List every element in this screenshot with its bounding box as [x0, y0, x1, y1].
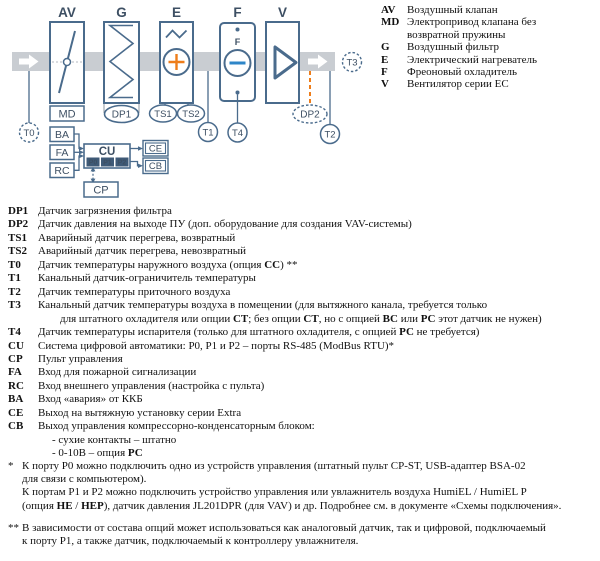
ts1-label: TS1 [154, 109, 172, 120]
abbrev-text [38, 299, 596, 326]
ccu-alarm-input-box [50, 127, 74, 142]
bold-option-code: РС [420, 312, 436, 325]
abbrev-line [38, 245, 596, 258]
legend-text: Электрический нагреватель [407, 53, 537, 66]
rc-label: RC [54, 165, 70, 177]
text-segment: К порту Р0 можно подключить одно из устройств управления (штатный пульт CP-ST, USB-адаптер BSA-02 [22, 460, 526, 472]
bold-option-code: СТ [303, 312, 319, 325]
text-segment: для связи с компьютером). [22, 473, 147, 486]
abbrev-key: T2 [8, 285, 21, 298]
component-legend [381, 4, 581, 91]
text-segment: ) ** [280, 258, 298, 271]
legend-row [381, 66, 581, 78]
abbrev-line [38, 420, 596, 433]
abbrev-key: T0 [8, 258, 21, 271]
bold-option-code: СТ [232, 312, 249, 325]
overheat-sensor-nonresettable [178, 105, 205, 122]
footnote-lines [22, 460, 596, 513]
footnotes [8, 460, 596, 548]
control-panel-box [84, 182, 118, 197]
abbrev-row [8, 420, 596, 460]
text-segment: Вход для пожарной сигнализации [38, 366, 197, 379]
bold-option-code: СС [264, 258, 281, 271]
abbrev-text [38, 232, 596, 245]
abbrev-line [38, 407, 596, 420]
legend-key: E [381, 53, 389, 66]
legend-text: Фреоновый охладитель [407, 66, 517, 79]
text-segment: Пульт управления [38, 352, 123, 365]
text-segment: - 0-10В – опция [52, 447, 128, 460]
abbrev-line [38, 393, 596, 406]
abbrev-line [38, 299, 596, 312]
abbrev-key: CP [8, 352, 23, 365]
text-segment: К портам Р1 и Р2 можно подключить устройство управления или увлажнитель воздуха HumiEL / HumiEL P [22, 486, 527, 499]
bold-option-code: РС [127, 447, 143, 460]
bold-option-code: НЕР [81, 499, 104, 512]
abbrev-text [38, 259, 596, 272]
p1-label: P1 [103, 159, 112, 167]
abbrev-key: CE [8, 406, 24, 419]
abbrev-row [8, 205, 596, 218]
fan-label: V [277, 5, 288, 20]
extract-unit-output-box [143, 141, 168, 157]
t3-label: T3 [346, 57, 358, 69]
footnote-marker: * [8, 460, 14, 472]
actuator-label: MD [58, 108, 76, 121]
footnote-line [22, 500, 596, 513]
legend-row [381, 54, 581, 66]
abbrev-line [38, 286, 596, 299]
t1-label: T1 [202, 127, 214, 139]
legend-key: F [381, 66, 388, 79]
t0-label: T0 [23, 128, 35, 139]
text-segment: для штатного охладителя или опции [60, 312, 233, 325]
legend-text: Воздушный клапан [407, 4, 498, 16]
outdoor-temp-sensor [20, 123, 39, 142]
cooler-inner-label: F [234, 37, 241, 47]
text-segment: , но с опцией [318, 312, 383, 325]
filter-label: G [116, 5, 127, 20]
abbrev-row [8, 353, 596, 366]
abbreviation-list [8, 205, 596, 461]
abbrev-row [8, 286, 596, 299]
abbrev-line [38, 366, 596, 379]
legend-key: MD [381, 16, 400, 29]
legend-key: V [381, 78, 389, 91]
abbrev-row [8, 232, 596, 245]
abbrev-row [8, 299, 596, 326]
abbrev-key: DP1 [8, 205, 29, 217]
abbrev-text [38, 420, 596, 460]
abbrev-line [38, 434, 596, 447]
abbrev-row [8, 272, 596, 285]
abbrev-row [8, 245, 596, 258]
abbrev-row [8, 326, 596, 339]
abbrev-key: CU [8, 339, 24, 352]
text-segment: или [397, 312, 421, 325]
text-segment: Аварийный датчик перегрева, возвратный [38, 231, 236, 244]
text-segment: Датчик температуры наружного воздуха (опция [38, 258, 265, 271]
bold-option-code: ВС [382, 312, 398, 325]
abbrev-row [8, 380, 596, 393]
dp1-label: DP1 [111, 109, 132, 121]
text-segment: Канальный датчик-ограничитель температуры [38, 272, 256, 285]
cu-label: CU [98, 146, 116, 158]
abbrev-text [38, 380, 596, 393]
p0-label: P0 [88, 159, 98, 167]
ce-label: CE [148, 143, 163, 155]
text-segment: ; без опции [248, 312, 304, 325]
legend-text: Электропривод клапана без возвратной пружины [407, 16, 537, 41]
text-segment: / [72, 499, 82, 512]
text-segment: Вход «авария» от ККБ [38, 393, 143, 406]
input-connector-lines [74, 134, 80, 170]
damper-actuator-box [50, 106, 84, 121]
outlet-pressure-sensor [293, 105, 327, 123]
air-damper-block [50, 22, 84, 103]
abbrev-key: TS1 [8, 231, 27, 244]
abbrev-text [38, 272, 596, 285]
abbrev-line [38, 340, 596, 353]
footnote-line [22, 535, 596, 548]
abbrev-text [38, 326, 596, 339]
abbrev-line [38, 447, 596, 460]
abbrev-key: T4 [8, 326, 21, 339]
damper-label: AV [58, 5, 76, 20]
duct-limit-temp-sensor [199, 123, 218, 142]
text-segment: Система цифровой автоматики: Р0, Р1 и Р2 – порты RS-485 (ModBus RTU)* [38, 339, 395, 352]
cooler-bottom-port-icon [236, 91, 240, 95]
abbrev-text [38, 218, 596, 231]
electric-heater-block [160, 22, 193, 103]
abbrev-key: CB [8, 420, 24, 433]
abbrev-text [38, 393, 596, 406]
overheat-sensor-resettable [150, 105, 177, 122]
abbrev-line [38, 259, 596, 272]
bold-option-code: НЕ [56, 499, 73, 512]
filter-block [104, 22, 139, 103]
text-segment: этот датчик не нужен) [435, 312, 542, 325]
abbrev-key: T1 [8, 272, 21, 285]
legend-row [381, 78, 581, 90]
legend-text: Воздушный фильтр [407, 41, 500, 54]
legend-row [381, 4, 581, 16]
legend-text: Вентилятор серии ЕС [407, 78, 509, 91]
footnote-marker: ** [8, 521, 19, 534]
text-segment: Датчик загрязнения фильтра [38, 205, 172, 217]
footnote-line [22, 473, 596, 486]
cooler-label: F [233, 5, 242, 20]
cp-label: CP [93, 184, 109, 197]
text-segment: к порту Р1, а также датчик, подключаемый к контроллеру увлажнителя. [22, 535, 359, 548]
abbrev-text [38, 340, 596, 353]
legend-key: G [381, 41, 390, 54]
abbrev-row [8, 340, 596, 353]
fire-alarm-input-box [50, 145, 74, 160]
legend-row [381, 16, 581, 41]
abbrev-key: TS2 [8, 245, 27, 258]
abbrev-text [38, 205, 596, 218]
abbrev-text [38, 286, 596, 299]
text-segment: Датчик температуры приточного воздуха [38, 285, 231, 298]
ba-label: BA [54, 129, 70, 141]
remote-control-input-box [50, 163, 74, 178]
abbrev-row [8, 407, 596, 420]
evaporator-temp-sensor [228, 123, 247, 142]
supply-air-temp-sensor [321, 125, 340, 144]
dp2-label: DP2 [300, 109, 320, 121]
heater-label: E [171, 5, 182, 20]
filter-pressure-sensor [105, 106, 139, 123]
abbrev-line [38, 353, 596, 366]
abbrev-line [38, 326, 596, 339]
footnote-line [22, 460, 596, 473]
output-arrowheads [138, 146, 143, 168]
text-segment: - сухие контакты – штатно [52, 433, 177, 446]
abbrev-row [8, 259, 596, 272]
fa-label: FA [55, 147, 69, 159]
abbrev-key: T3 [8, 299, 21, 312]
footnote [8, 460, 596, 513]
footnote [8, 522, 596, 548]
t4-label: T4 [231, 128, 244, 139]
control-unit-box [84, 144, 130, 168]
freon-cooler-block [220, 23, 255, 101]
legend-key: AV [381, 4, 396, 16]
text-segment: Выход управления компрессорно-конденсаторным блоком: [38, 420, 315, 433]
abbrev-text [38, 407, 596, 420]
bold-option-code: РС [399, 326, 414, 339]
text-segment: В зависимости от состава опций может использоваться как аналоговый датчик, так и цифровой, подключаемый [22, 521, 546, 534]
abbrev-line [38, 272, 596, 285]
p2-label: P2 [117, 159, 127, 167]
text-segment: Аварийный датчик перегрева, невозвратный [38, 245, 247, 258]
abbrev-key: FA [8, 366, 22, 379]
text-segment: не требуется) [413, 326, 480, 339]
abbrev-key: DP2 [8, 218, 29, 231]
abbrev-key: RC [8, 379, 24, 392]
text-segment: Выход на вытяжную установку серии Extra [38, 406, 242, 419]
text-segment: (опция [22, 499, 57, 512]
footnote-lines [22, 522, 596, 548]
abbrev-text [38, 353, 596, 366]
footnote-line [22, 522, 596, 535]
condenser-block-output-box [143, 158, 168, 174]
abbrev-text [38, 366, 596, 379]
text-segment: Вход внешнего управления (настройка с пульта) [38, 379, 265, 392]
legend-row [381, 41, 581, 53]
t2-label: T2 [324, 129, 336, 141]
text-segment: Датчик давления на выходе ПУ (доп. оборудование для создания VAV-системы) [38, 218, 412, 231]
abbrev-line [38, 380, 596, 393]
damper-pivot-icon [64, 59, 71, 66]
output-connector-lines [130, 149, 138, 166]
abbrev-text [38, 245, 596, 258]
abbrev-line [38, 218, 596, 231]
ts2-label: TS2 [182, 109, 200, 120]
abbrev-row [8, 218, 596, 231]
text-segment: ), датчик давления JL201DPR (для VAV) и др. Подробнее см. в документе «Схемы подключения». [103, 499, 562, 512]
cooler-top-port-icon [236, 28, 240, 32]
text-segment: Датчик температуры испарителя (только для штатного охладителя, с опцией [38, 326, 400, 339]
abbrev-row [8, 366, 596, 379]
text-segment: Канальный датчик температуры воздуха в помещении (для вытяжного канала, требуется только [38, 299, 488, 312]
abbrev-key: BA [8, 393, 24, 406]
abbrev-row [8, 393, 596, 406]
abbrev-line [38, 232, 596, 245]
cb-label: CB [148, 161, 163, 172]
abbrev-line [38, 205, 596, 218]
abbrev-line [38, 313, 596, 326]
room-temp-sensor [343, 53, 362, 72]
fan-block [266, 22, 299, 103]
footnote-line [22, 486, 596, 499]
